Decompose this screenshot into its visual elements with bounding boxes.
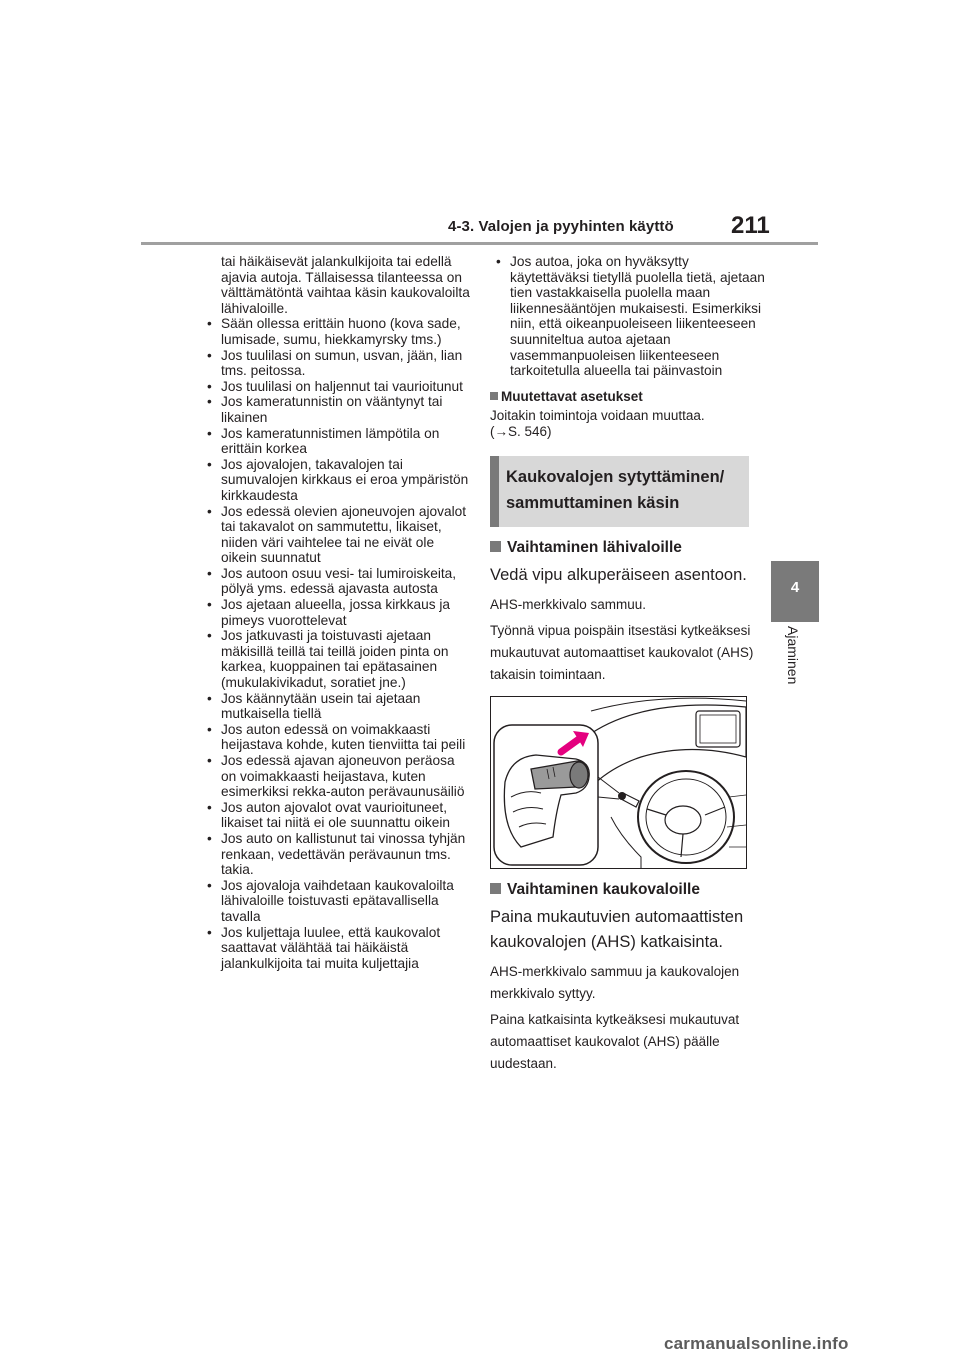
chapter-tab-label: Ajaminen [785, 626, 801, 685]
chapter-tab-number: 4 [790, 579, 800, 596]
square-bullet-icon [490, 541, 501, 552]
list-item: • Jos tuulilasi on sumun, usvan, jään, lian tms. peitossa. [201, 348, 473, 379]
list-item: • Jos kameratunnistimen lämpötila on erittäin korkea [201, 426, 473, 457]
settings-text [490, 408, 765, 440]
list-item: • Jos ajetaan alueella, jossa kirkkaus ja pimeys vuorottelevat [201, 597, 473, 628]
steering-lever-icon [491, 697, 746, 868]
left-column [201, 254, 473, 971]
list-item: • Jos tuulilasi on haljennut tai vaurioitunut [201, 379, 473, 395]
settings-description: Joitakin toimintoja voidaan muuttaa. [490, 407, 705, 423]
section-title-line: Kaukovalojen sytyttäminen/ [506, 467, 725, 486]
list-item: • Jos auto on kallistunut tai vinossa tyhjän renkaan, vedettävän perävaunun tms. takia. [201, 831, 473, 878]
high-beam-note: AHS-merkkivalo sammuu ja kaukovalojen merkkivalo syttyy. [490, 963, 740, 1001]
low-beam-heading-text: Vaihtaminen lähivaloille [507, 538, 682, 556]
list-item: • Jos ajovaloja vaihdetaan kaukovaloilta lähivaloille toistuvasti epätavallisella tavalla [201, 878, 473, 925]
list-item: • Jos jatkuvasti ja toistuvasti ajetaan mäkisillä teillä tai teillä joiden pinta on karkea, kuoppainen tai epätasainen (mukulakivikadut, soratiet jne.) [201, 628, 473, 690]
section-title-box [490, 456, 749, 527]
section-title-bar [490, 456, 499, 527]
list-item: • Jos auton edessä on voimakkaasti heijastava kohde, kuten tienviitta tai peili [201, 722, 473, 753]
low-beam-note: AHS-merkkivalo sammuu. [490, 596, 647, 612]
low-beam-text: Työnnä vipua poispäin itsestäsi kytkeäksesi mukautuvat automaattiset kaukovalot (AHS) takaisin toimintaan. [490, 622, 754, 682]
list-item: • Sään ollessa erittäin huono (kova sade, lumisade, sumu, hiekkamyrsky tms.) [201, 316, 473, 347]
section-title [506, 464, 724, 516]
watermark: carmanualsonline.info [664, 1334, 849, 1353]
condition-list [201, 316, 473, 971]
low-beam-instruction: Vedä vipu alkuperäiseen asentoon. [490, 565, 747, 584]
section-header: 4-3. Valojen ja pyyhinten käyttö [448, 218, 674, 235]
list-item: • Jos auton ajovalot ovat vaurioituneet, likaiset tai niitä ei ole suunnattu oikein [201, 800, 473, 831]
header-rule [141, 242, 818, 245]
high-beam-heading-text: Vaihtaminen kaukovaloille [507, 880, 700, 898]
high-beam-heading [490, 881, 765, 899]
page-number: 211 [731, 212, 770, 239]
list-item: • Jos edessä olevien ajoneuvojen ajovalot tai takavalot on sammutettu, likaiset, niiden väri vaihtelee tai ne eivät ole oikein suunnatut [201, 504, 473, 566]
list-item: • Jos käännytään usein tai ajetaan mutkaisella tiellä [201, 691, 473, 722]
list-item: • Jos autoa, joka on hyväksytty käytettäväksi tietyllä puolella tietä, ajetaan tien vastakkaisella puolella maan liikennesääntöjen mukaisesti. Esimerkiksi niin, että oikeanpuoleiseen liikenteeseen suunniteltua autoa ajetaan vasemmanpuoleisen liikenteeseen tarkoitetulla alueella tai päinvastoin [490, 254, 765, 379]
intro-text: tai häikäisevät jalankulkijoita tai edellä ajavia autoja. Tällaisessa tilanteessa on välttämätöntä vaihtaa käsin kaukovaloilta lähivaloille. [221, 254, 470, 316]
condition-list-continued [490, 254, 765, 379]
low-beam-heading [490, 539, 765, 557]
settings-heading-text: Muutettavat asetukset [501, 388, 643, 404]
list-item: • Jos edessä ajavan ajoneuvon peräosa on voimakkaasti heijastava, kuten esimerkiksi rekka-auton perävaunusäiliö [201, 753, 473, 800]
list-item: • Jos autoon osuu vesi- tai lumiroiskeita, pölyä yms. edessä ajavasta autosta [201, 566, 473, 597]
high-beam-instruction: Paina mukautuvien automaattisten kaukovalojen (AHS) katkaisinta. [490, 907, 744, 951]
list-item: • Jos kuljettaja luulee, että kaukovalot saattavat välähtää tai häikäistä jalankulkijoita tai muita kuljettajia [201, 925, 473, 972]
settings-heading [490, 389, 765, 404]
list-item: • Jos ajovalojen, takavalojen tai sumuvalojen kirkkaus ei eroa ympäristön kirkkaudesta [201, 457, 473, 504]
lever-illustration [490, 696, 747, 869]
right-column [490, 254, 765, 1075]
high-beam-text: Paina katkaisinta kytkeäksesi mukautuvat automaattiset kaukovalot (AHS) päälle uudestaan. [490, 1011, 740, 1071]
square-bullet-icon [490, 392, 498, 400]
list-item: • Jos kameratunnistin on vääntynyt tai likainen [201, 394, 473, 425]
section-title-line: sammuttaminen käsin [506, 493, 680, 512]
page-reference-link[interactable]: (→S. 546) [490, 423, 552, 439]
square-bullet-icon [490, 883, 501, 894]
